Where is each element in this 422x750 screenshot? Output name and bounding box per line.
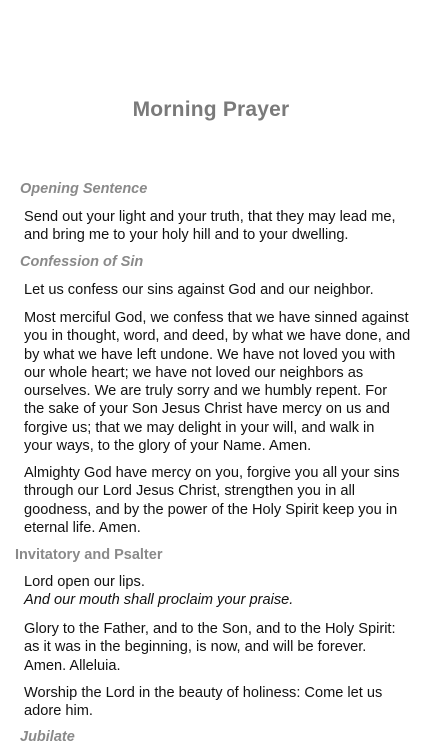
worship-invitation	[24, 684, 408, 721]
section-heading-jubilate: Jubilate	[20, 729, 75, 745]
text-line: Amen. Alleluia.	[24, 657, 121, 674]
section-heading-invitatory: Invitatory and Psalter	[15, 547, 163, 563]
text-line: by what we have left undone. We have not loved you with	[24, 346, 396, 363]
text-line: Let us confess our sins against God and our neighbor.	[24, 282, 374, 298]
text-line: eternal life. Amen.	[24, 519, 141, 536]
text-line: Almighty God have mercy on you, forgive you all your sins	[24, 465, 400, 481]
absolution-text	[24, 464, 408, 537]
response-text: And our mouth shall proclaim your praise.	[24, 592, 294, 609]
text-line: ourselves. We are truly sorry and we humbly repent. For	[24, 383, 388, 400]
text-line: through our Lord Jesus Christ, strengthen you in all	[24, 483, 355, 500]
text-line: Most merciful God, we confess that we have sinned against	[24, 310, 409, 326]
text-line: the sake of your Son Jesus Christ have mercy on us and	[24, 401, 390, 418]
text-line: Worship the Lord in the beauty of holiness: Come let us	[24, 685, 383, 701]
text-line: and bring me to your holy hill and to your dwelling.	[24, 227, 349, 244]
text-line: Send out your light and your truth, that they may lead me,	[24, 209, 396, 225]
text-line: Glory to the Father, and to the Son, and to the Holy Spirit:	[24, 621, 396, 637]
text-line: your ways, to the glory of your Name. Amen.	[24, 438, 312, 455]
text-line: adore him.	[24, 703, 93, 720]
section-heading-opening-sentence: Opening Sentence	[20, 181, 148, 197]
section-heading-confession: Confession of Sin	[20, 254, 144, 270]
text-line: you in thought, word, and deed, by what we have done, and	[24, 328, 411, 345]
invitatory-versicles	[24, 573, 408, 610]
gloria-patri	[24, 620, 408, 675]
page-title: Morning Prayer	[132, 98, 290, 121]
text-line: forgive us; that we may delight in your will, and walk in	[24, 419, 375, 436]
text-line: our whole heart; we have not loved our neighbors as	[24, 364, 364, 381]
confession-invitation	[24, 281, 408, 299]
opening-sentence-text	[24, 208, 408, 245]
text-line: as it was in the beginning, is now, and will be forever.	[24, 639, 367, 656]
versicle-text: Lord open our lips.	[24, 574, 145, 590]
confession-prayer	[24, 309, 411, 455]
text-line: goodness, and by the power of the Holy Spirit keep you in	[24, 501, 398, 518]
